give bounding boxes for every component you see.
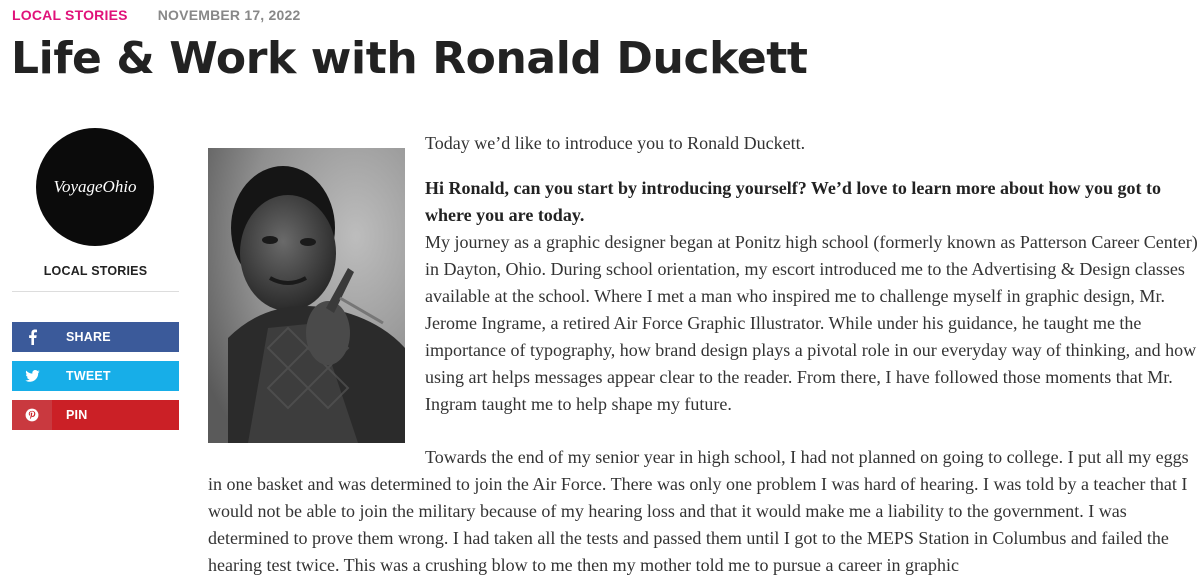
pinterest-pin-button[interactable] xyxy=(12,400,179,430)
tweet-label: TWEET xyxy=(66,369,111,383)
sidebar xyxy=(12,128,179,430)
post-meta xyxy=(12,7,300,23)
facebook-icon xyxy=(12,322,52,352)
post-date: NOVEMBER 17, 2022 xyxy=(157,7,301,23)
share-label: SHARE xyxy=(66,330,111,344)
portrait-photo xyxy=(208,148,405,443)
twitter-icon xyxy=(12,361,52,391)
voyage-ohio-logo[interactable] xyxy=(36,128,154,246)
page-title: Life & Work with Ronald Duckett xyxy=(11,33,808,84)
article-body xyxy=(425,130,1200,436)
answer-paragraph-2: Towards the end of my senior year in high school, I had not planned on going to college. I put all my eggs in one basket and was determined to join the Air Force. There was only one problem I was hard of hearing. I was told by a teacher that I would not be able to join the military because of my hearing loss and that it would make me a liability to the government. I was determined to prove them wrong. I had taken all the tests and passed them until I got to the MEPS Station in Columbus and failed the hearing test twice. This was a crushing blow to me then my mother told me to pursue a career in graphic xyxy=(208,447,1189,575)
pin-label: PIN xyxy=(66,408,88,422)
sidebar-category-label[interactable]: LOCAL STORIES xyxy=(43,264,148,278)
pinterest-icon xyxy=(12,400,52,430)
article-body-continued xyxy=(208,444,1200,579)
logo-text: VoyageOhio xyxy=(53,177,137,196)
intro-paragraph: Today we’d like to introduce you to Ronald Duckett. xyxy=(425,133,806,153)
category-link[interactable]: LOCAL STORIES xyxy=(12,7,128,23)
interview-question: Hi Ronald, can you start by introducing yourself? We’d love to learn more about how you got to where you are today. xyxy=(425,178,1162,225)
facebook-share-button[interactable] xyxy=(12,322,179,352)
sidebar-divider xyxy=(12,291,179,292)
twitter-tweet-button[interactable] xyxy=(12,361,179,391)
answer-paragraph: My journey as a graphic designer began at Ponitz high school (formerly known as Patterson Career Center) in Dayton, Ohio. During school orientation, my escort introduced me to the Advertising & Design classes available at the school. Where I met a man who inspired me to challenge myself in graphic design, Mr. Jerome Ingrame, a retired Air Force Graphic Illustrator. While under his guidance, he taught me the importance of typography, how brand design plays a pivotal role in our everyday way of thinking, and how using art helps messages appear clear to the reader. From there, I have followed those moments that Mr. Ingram taught me to help shape my future. xyxy=(425,232,1198,414)
